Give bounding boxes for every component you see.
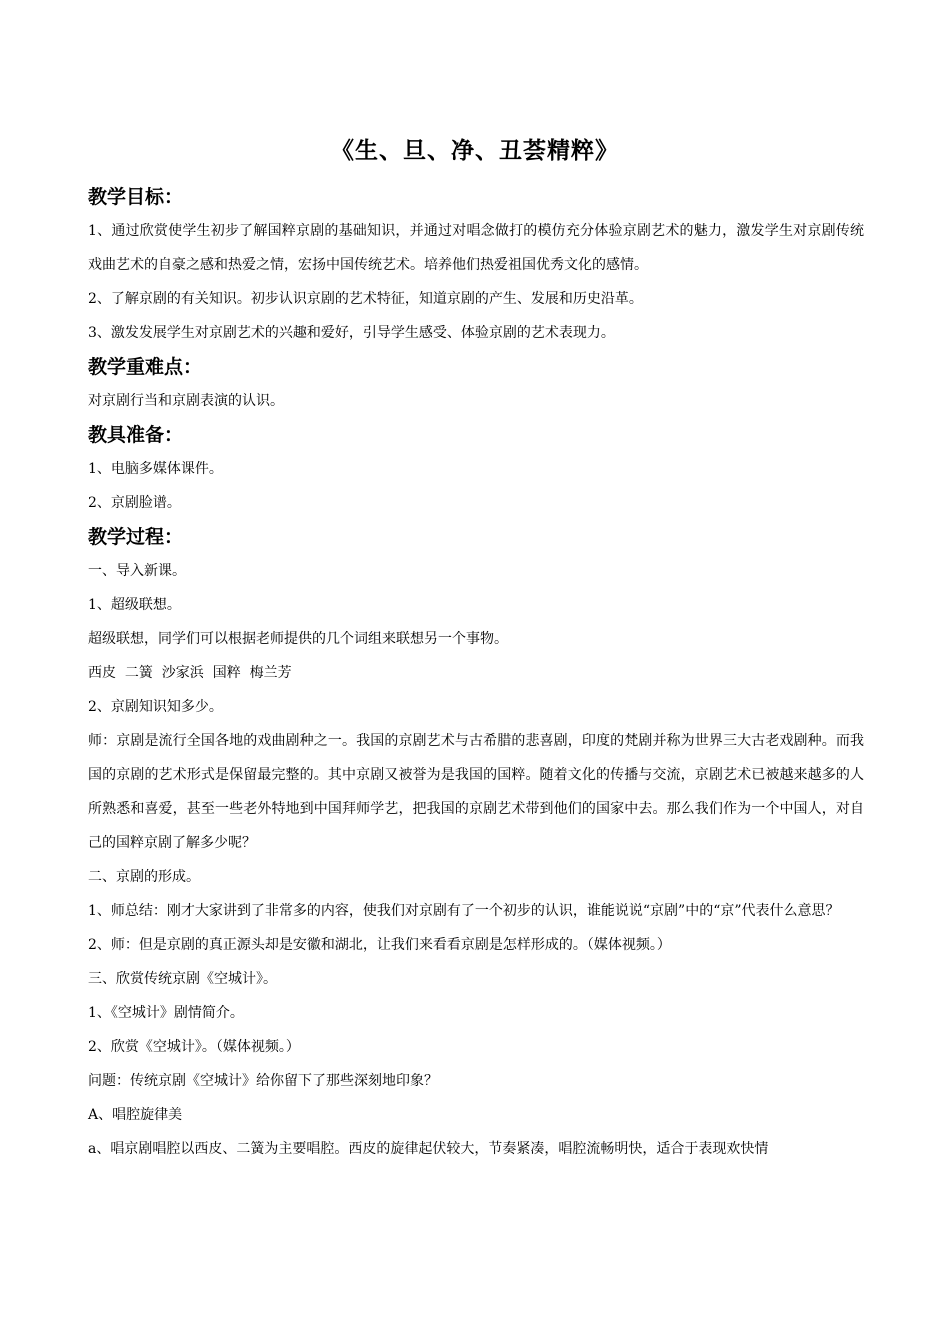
paragraph: a、唱京剧唱腔以西皮、二簧为主要唱腔。西皮的旋律起伏较大，节奏紧凑，唱腔流畅明快，适合于表现欢快情	[88, 1141, 769, 1157]
section-materials	[88, 418, 864, 520]
paragraph: 2、京剧脸谱。	[88, 495, 181, 511]
section-heading: 教具准备：	[88, 424, 184, 446]
paragraph: 2、师：但是京剧的真正源头却是安徽和湖北，让我们来看看京剧是怎样形成的。（媒体视频。）	[88, 937, 671, 953]
paragraph: 1、通过欣赏使学生初步了解国粹京剧的基础知识，并通过对唱念做打的模仿充分体验京剧艺术的魅力，激发学生对京剧传统戏曲艺术的自豪之感和热爱之情，宏扬中国传统艺术。培养他们热爱祖国优秀文化的感情。	[88, 223, 864, 273]
paragraph: 西皮 二簧 沙家浜 国粹 梅兰芳	[88, 665, 292, 681]
paragraph: A、唱腔旋律美	[88, 1107, 183, 1123]
paragraph: 二、京剧的形成。	[88, 869, 200, 885]
section-heading: 教学目标：	[88, 186, 184, 208]
section-heading: 教学过程：	[88, 526, 184, 548]
paragraph: 2、欣赏《空城计》。（媒体视频。）	[88, 1039, 300, 1055]
paragraph: 3、激发发展学生对京剧艺术的兴趣和爱好，引导学生感受、体验京剧的艺术表现力。	[88, 325, 615, 341]
paragraph: 问题：传统京剧《空城计》给你留下了那些深刻地印象？	[88, 1073, 438, 1089]
paragraph: 2、了解京剧的有关知识。初步认识京剧的艺术特征，知道京剧的产生、发展和历史沿革。	[88, 291, 643, 307]
paragraph: 对京剧行当和京剧表演的认识。	[88, 393, 284, 409]
paragraph: 1、师总结：刚才大家讲到了非常多的内容，使我们对京剧有了一个初步的认识，谁能说说“京剧”中的“京”代表什么意思？	[88, 903, 840, 919]
paragraph: 三、欣赏传统京剧《空城计》。	[88, 971, 277, 987]
paragraph: 2、京剧知识知多少。	[88, 699, 223, 715]
section-heading: 教学重难点：	[88, 356, 203, 378]
paragraph: 一、导入新课。	[88, 563, 186, 579]
paragraph: 1、电脑多媒体课件。	[88, 461, 223, 477]
section-process	[88, 520, 864, 1166]
paragraph: 超级联想，同学们可以根据老师提供的几个词组来联想另一个事物。	[88, 631, 508, 647]
section-key-points	[88, 350, 864, 418]
document-title: 《生、旦、净、丑荟精粹》	[331, 137, 619, 164]
paragraph: 1、超级联想。	[88, 597, 181, 613]
paragraph: 师：京剧是流行全国各地的戏曲剧种之一。我国的京剧艺术与古希腊的悲喜剧，印度的梵剧并称为世界三大古老戏剧种。而我国的京剧的艺术形式是保留最完整的。其中京剧又被誉为是我国的国粹。随着文化的传播与交流，京剧艺术已被越来越多的人所熟悉和喜爱，甚至一些老外特地到中国拜师学艺，把我国的京剧艺术带到他们的国家中去。那么我们作为一个中国人，对自己的国粹京剧了解多少呢？	[88, 733, 864, 851]
document-body	[88, 180, 864, 1166]
paragraph: 1、《空城计》剧情简介。	[88, 1005, 244, 1021]
section-objectives	[88, 180, 864, 350]
